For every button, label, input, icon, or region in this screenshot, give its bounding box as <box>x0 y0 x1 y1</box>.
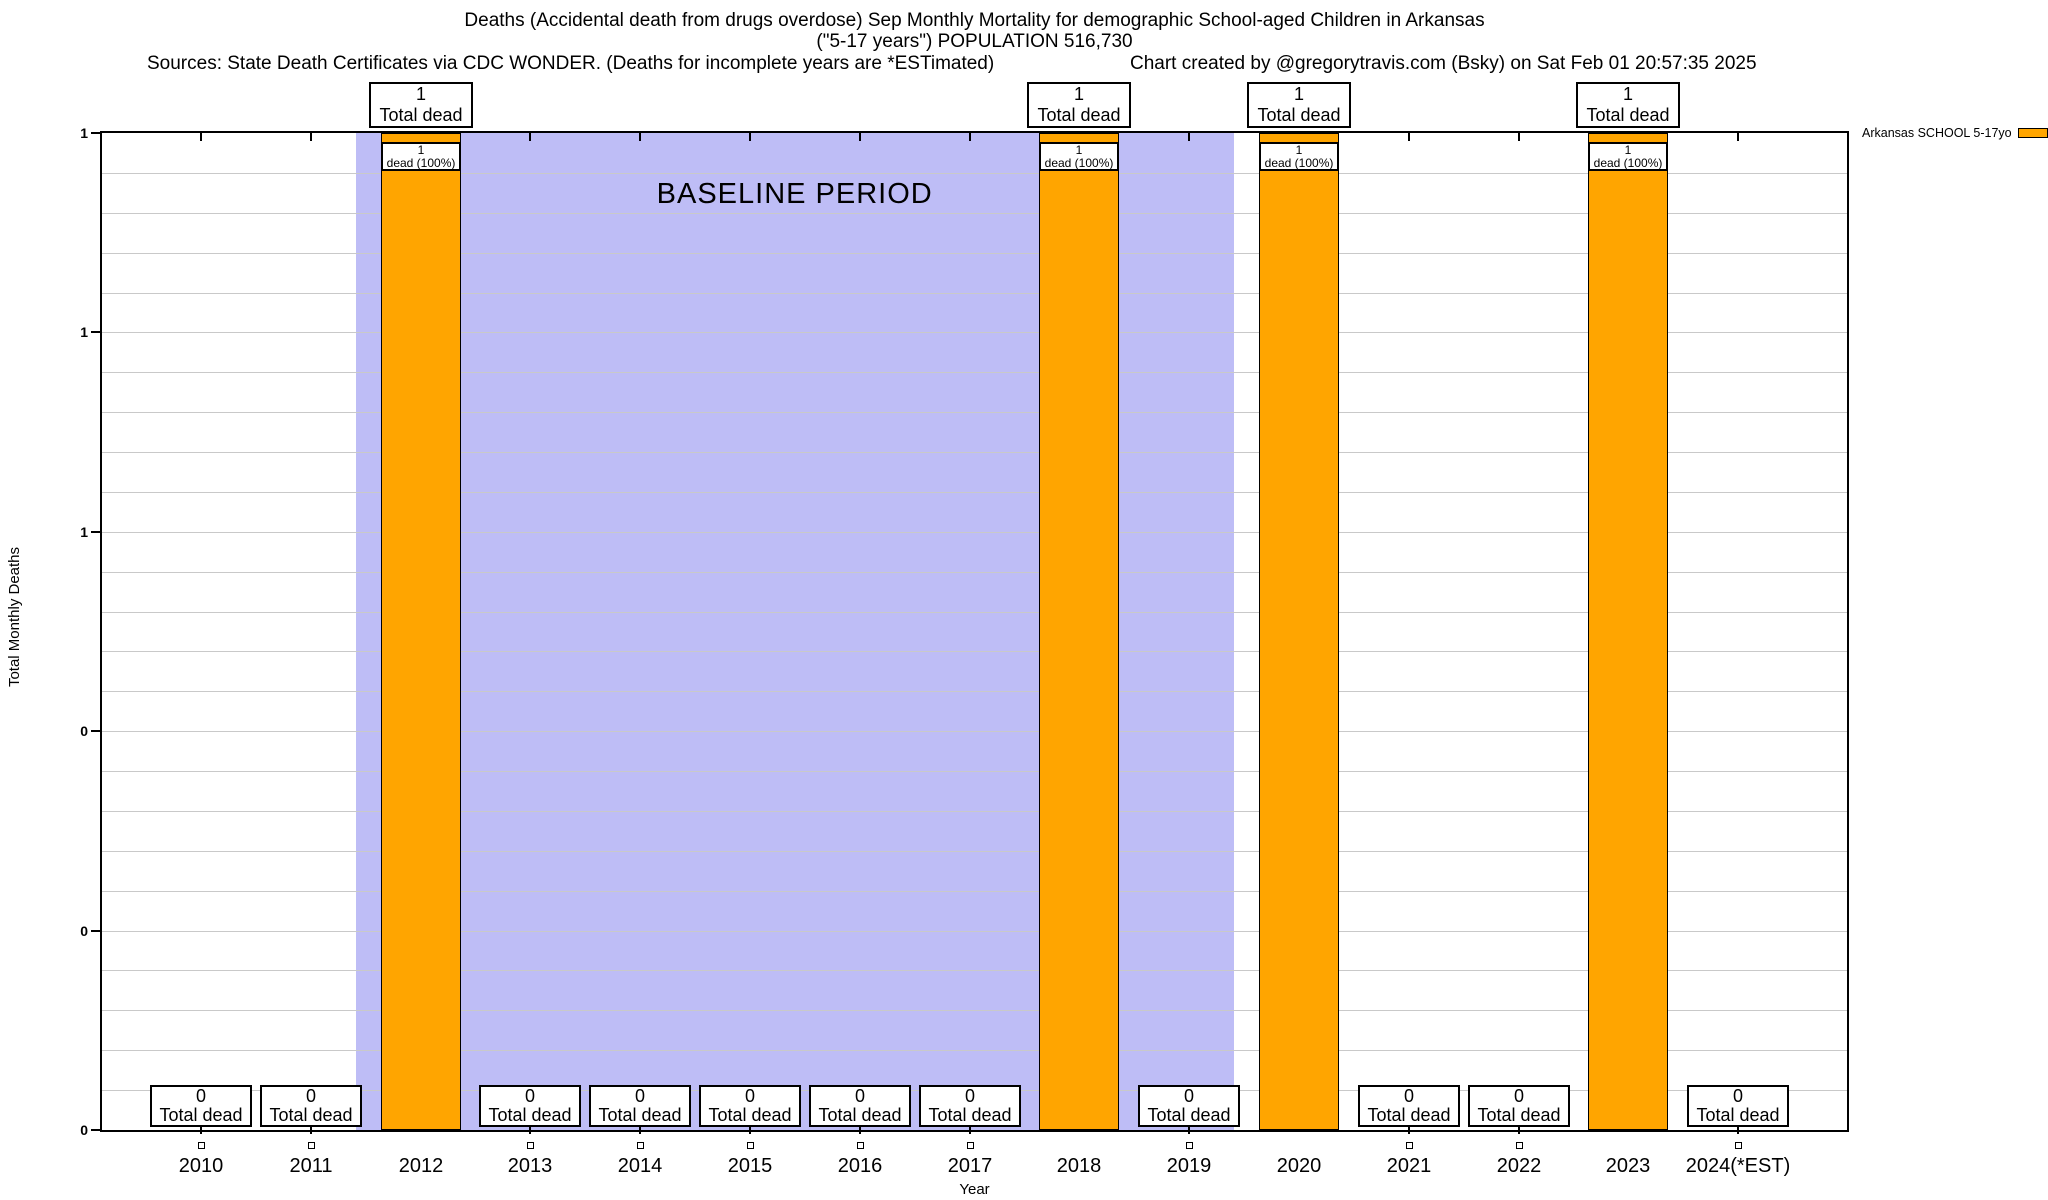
total-dead-box-2010 <box>150 1085 252 1127</box>
y-gridline <box>102 931 1847 932</box>
x-tick-top <box>310 133 312 141</box>
sources-note: Sources: State Death Certificates via CDC WONDER. (Deaths for incomplete years are *ESTimated) <box>147 53 995 74</box>
x-tick-label-2016: 2016 <box>837 1155 883 1177</box>
zero-box-stem <box>969 1127 971 1134</box>
bar-inner-label-2018 <box>1039 142 1119 171</box>
total-dead-box-2015 <box>699 1085 801 1127</box>
bar-inner-value: 1 <box>1075 143 1083 157</box>
x-tick-label-2012: 2012 <box>398 1155 444 1177</box>
bar-inner-caption: dead (100%) <box>1044 156 1114 170</box>
y-gridline <box>102 293 1847 294</box>
x-tick-label-2024(*EST): 2024(*EST) <box>1685 1155 1791 1177</box>
total-dead-value: 0 <box>1403 1086 1414 1106</box>
total-dead-value: 0 <box>744 1086 755 1106</box>
zero-box-stem <box>749 1127 751 1134</box>
bar-inner-label-2023 <box>1588 142 1668 171</box>
x-tick-label-2020: 2020 <box>1276 1155 1322 1177</box>
x-tick-label-2021: 2021 <box>1386 1155 1432 1177</box>
y-gridline <box>102 173 1847 174</box>
x-tick-label-2010: 2010 <box>178 1155 224 1177</box>
x-tick-top <box>1408 133 1410 141</box>
total-dead-value: 1 <box>415 84 426 104</box>
total-dead-box-2014 <box>589 1085 691 1127</box>
x-tick-top <box>639 133 641 141</box>
total-dead-value: 0 <box>964 1086 975 1106</box>
bar-2012 <box>381 133 461 1130</box>
y-gridline <box>102 970 1847 971</box>
bar-2018 <box>1039 133 1119 1130</box>
zero-box-stem <box>1737 1127 1739 1134</box>
bar-inner-value: 1 <box>417 143 425 157</box>
zero-marker-square <box>1186 1142 1193 1149</box>
bar-2020 <box>1259 133 1339 1130</box>
total-dead-box-2021 <box>1358 1085 1460 1127</box>
total-dead-caption: Total dead <box>1696 1105 1780 1125</box>
y-gridline <box>102 412 1847 413</box>
zero-marker-square <box>967 1142 974 1149</box>
x-tick-top <box>1518 133 1520 141</box>
zero-marker-square <box>198 1142 205 1149</box>
credit-note: Chart created by @gregorytravis.com (Bsky) on Sat Feb 01 20:57:35 2025 <box>1130 53 1757 74</box>
x-tick-top <box>969 133 971 141</box>
total-dead-box-2023 <box>1576 82 1680 128</box>
y-tick-label: 0 <box>80 723 88 739</box>
legend-label: Arkansas SCHOOL 5-17yo <box>1862 126 2012 140</box>
x-tick-top <box>529 133 531 141</box>
zero-box-stem <box>859 1127 861 1134</box>
total-dead-caption: Total dead <box>708 1105 792 1125</box>
zero-marker-square <box>637 1142 644 1149</box>
total-dead-caption: Total dead <box>1586 105 1670 125</box>
x-tick-label-2023: 2023 <box>1605 1155 1651 1177</box>
y-tick <box>91 331 100 333</box>
total-dead-box-2020 <box>1247 82 1351 128</box>
y-tick-label: 1 <box>80 324 88 340</box>
y-gridline <box>102 651 1847 652</box>
y-gridline <box>102 1010 1847 1011</box>
x-tick-label-2013: 2013 <box>507 1155 553 1177</box>
bar-inner-label-2012 <box>381 142 461 171</box>
x-tick-label-2018: 2018 <box>1056 1155 1102 1177</box>
total-dead-caption: Total dead <box>818 1105 902 1125</box>
y-tick <box>91 730 100 732</box>
total-dead-box-2013 <box>479 1085 581 1127</box>
total-dead-value: 0 <box>854 1086 865 1106</box>
x-tick-label-2019: 2019 <box>1166 1155 1212 1177</box>
zero-box-stem <box>639 1127 641 1134</box>
y-gridline <box>102 612 1847 613</box>
total-dead-caption: Total dead <box>379 105 463 125</box>
y-gridline <box>102 771 1847 772</box>
total-dead-caption: Total dead <box>928 1105 1012 1125</box>
y-gridline <box>102 452 1847 453</box>
total-dead-value: 0 <box>524 1086 535 1106</box>
total-dead-box-2016 <box>809 1085 911 1127</box>
zero-marker-square <box>527 1142 534 1149</box>
y-gridline <box>102 253 1847 254</box>
zero-box-stem <box>310 1127 312 1134</box>
y-tick-label: 0 <box>80 923 88 939</box>
x-tick-label-2011: 2011 <box>289 1155 333 1177</box>
total-dead-box-2019 <box>1138 1085 1240 1127</box>
total-dead-box-2011 <box>260 1085 362 1127</box>
y-gridline <box>102 532 1847 533</box>
bar-inner-caption: dead (100%) <box>1264 156 1334 170</box>
total-dead-caption: Total dead <box>488 1105 572 1125</box>
total-dead-caption: Total dead <box>1147 1105 1231 1125</box>
zero-box-stem <box>529 1127 531 1134</box>
zero-marker-square <box>1516 1142 1523 1149</box>
y-tick-label: 1 <box>80 524 88 540</box>
total-dead-value: 0 <box>195 1086 206 1106</box>
total-dead-value: 0 <box>1513 1086 1524 1106</box>
zero-marker-square <box>1406 1142 1413 1149</box>
x-axis-title: Year <box>959 1181 990 1198</box>
total-dead-box-2012 <box>369 82 473 128</box>
zero-marker-square <box>308 1142 315 1149</box>
total-dead-value: 1 <box>1293 84 1304 104</box>
total-dead-value: 1 <box>1073 84 1084 104</box>
bar-inner-caption: dead (100%) <box>386 156 456 170</box>
total-dead-value: 0 <box>305 1086 316 1106</box>
x-tick-top <box>200 133 202 141</box>
y-tick-label: 1 <box>80 125 88 141</box>
total-dead-caption: Total dead <box>1257 105 1341 125</box>
zero-marker-square <box>857 1142 864 1149</box>
x-tick-label-2015: 2015 <box>727 1155 773 1177</box>
x-tick-label-2017: 2017 <box>947 1155 993 1177</box>
total-dead-caption: Total dead <box>1037 105 1121 125</box>
x-tick-top <box>1188 133 1190 141</box>
y-gridline <box>102 572 1847 573</box>
zero-box-stem <box>1518 1127 1520 1134</box>
bar-inner-value: 1 <box>1624 143 1632 157</box>
y-gridline <box>102 851 1847 852</box>
total-dead-caption: Total dead <box>159 1105 243 1125</box>
y-gridline <box>102 891 1847 892</box>
legend-swatch-icon <box>2018 128 2048 138</box>
chart-title-line1: Deaths (Accidental death from drugs overdose) Sep Monthly Mortality for demographic School-aged Children in Arkansas <box>464 10 1485 31</box>
x-tick-label-2014: 2014 <box>617 1155 663 1177</box>
y-gridline <box>102 811 1847 812</box>
zero-box-stem <box>1408 1127 1410 1134</box>
y-gridline <box>102 213 1847 214</box>
total-dead-value: 0 <box>1183 1086 1194 1106</box>
y-tick <box>91 1129 100 1131</box>
bar-2023 <box>1588 133 1668 1130</box>
y-gridline <box>102 332 1847 333</box>
total-dead-value: 0 <box>634 1086 645 1106</box>
plot-area <box>100 84 1849 1132</box>
y-axis-title: Total Monthly Deaths <box>6 546 23 688</box>
bar-inner-label-2020 <box>1259 142 1339 171</box>
y-gridline <box>102 691 1847 692</box>
bar-inner-value: 1 <box>1295 143 1303 157</box>
zero-box-stem <box>200 1127 202 1134</box>
y-tick <box>91 132 100 134</box>
baseline-period-label: BASELINE PERIOD <box>656 178 933 210</box>
total-dead-box-2024(*EST) <box>1687 1085 1789 1127</box>
total-dead-caption: Total dead <box>269 1105 353 1125</box>
total-dead-caption: Total dead <box>1367 1105 1451 1125</box>
legend <box>1862 126 2048 140</box>
total-dead-value: 0 <box>1732 1086 1743 1106</box>
total-dead-box-2022 <box>1468 1085 1570 1127</box>
y-gridline <box>102 1050 1847 1051</box>
total-dead-box-2017 <box>919 1085 1021 1127</box>
total-dead-caption: Total dead <box>598 1105 682 1125</box>
chart-title-line2: ("5-17 years") POPULATION 516,730 <box>816 31 1133 52</box>
zero-marker-square <box>1735 1142 1742 1149</box>
bar-inner-caption: dead (100%) <box>1593 156 1663 170</box>
total-dead-caption: Total dead <box>1477 1105 1561 1125</box>
zero-marker-square <box>747 1142 754 1149</box>
zero-box-stem <box>1188 1127 1190 1134</box>
x-tick-label-2022: 2022 <box>1496 1155 1542 1177</box>
total-dead-value: 1 <box>1622 84 1633 104</box>
y-tick <box>91 930 100 932</box>
y-tick-label: 0 <box>80 1122 88 1138</box>
y-gridline <box>102 492 1847 493</box>
y-gridline <box>102 731 1847 732</box>
y-gridline <box>102 372 1847 373</box>
y-tick <box>91 531 100 533</box>
x-tick-top <box>859 133 861 141</box>
x-tick-top <box>1737 133 1739 141</box>
total-dead-box-2018 <box>1027 82 1131 128</box>
x-tick-top <box>749 133 751 141</box>
